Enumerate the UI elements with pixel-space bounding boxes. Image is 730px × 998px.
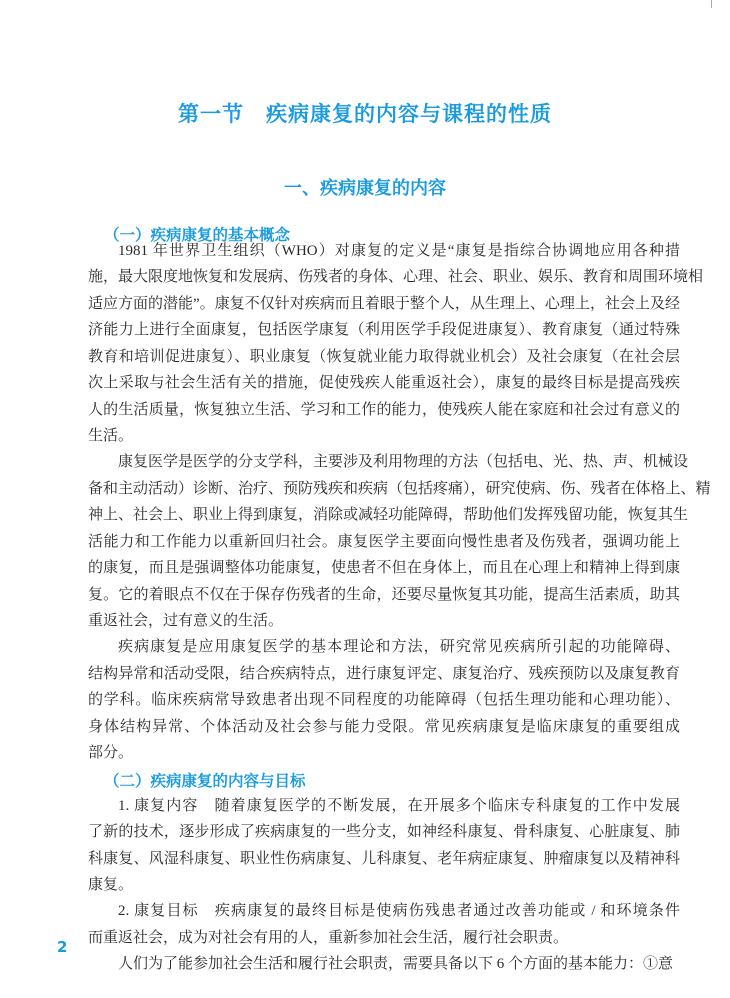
- text-line: 备和主动活动）诊断、治疗、预防残疾和疾病（包括疼痛），研究使病、伤、残者在体格上、精: [88, 481, 711, 497]
- text-line: 部分。: [88, 745, 134, 761]
- text-line: 的学科。临床疾病常导致患者出现不同程度的功能障碍（包括生理功能和心理功能）、: [88, 692, 680, 708]
- text-line: 1. 康复内容 随着康复医学的不断发展，在开展多个临床专科康复的工作中发展: [118, 798, 680, 814]
- text-line: 施，最大限度地恢复和发展病、伤残者的身体、心理、社会、职业、娱乐、教育和周围环境相: [88, 269, 704, 285]
- text-line: 了新的技术，逐步形成了疾病康复的一些分支，如神经科康复、骨科康复、心脏康复、肺: [88, 824, 680, 840]
- text-line: 康复。: [88, 877, 134, 893]
- text-line: 活能力和工作能力以重新回归社会。康复医学主要面向慢性患者及伤残者，强调功能上: [88, 534, 680, 550]
- text-line: 2. 康复目标 疾病康复的最终目标是使病伤残患者通过改善功能或 / 和环境条件: [118, 903, 680, 919]
- text-line: 济能力上进行全面康复，包括医学康复（利用医学手段促进康复）、教育康复（通过特殊: [88, 322, 680, 338]
- text-line: 1981 年世界卫生组织（WHO）对康复的定义是“康复是指综合协调地应用各种措: [118, 243, 680, 259]
- text-line: 生活。: [88, 428, 134, 444]
- text-line: 人们为了能参加社会生活和履行社会职责，需要具备以下 6 个方面的基本能力：①意: [118, 956, 674, 972]
- text-line: 次上采取与社会生活有关的措施，促使残疾人能重返社会），康复的最终目标是提高残疾: [88, 375, 680, 391]
- text-line: 复。它的着眼点不仅在于保存伤残者的生命，还要尽量恢复其功能，提高生活素质，助其: [88, 587, 680, 603]
- text-line: 而重返社会，成为对社会有用的人，重新参加社会生活，履行社会职责。: [88, 930, 569, 946]
- crop-mark: [711, 0, 718, 8]
- text-line: 康复医学是医学的分支学科，主要涉及利用物理的方法（包括电、光、热、声、机械设: [118, 454, 689, 470]
- subsection-heading-1: （一）疾病康复的基本概念: [104, 226, 291, 244]
- text-line: 身体结构异常、个体活动及社会参与能力受限。常见疾病康复是临床康复的重要组成: [88, 719, 680, 735]
- text-line: 重返社会，过有意义的生活。: [88, 613, 284, 629]
- text-line: 教育和培训促进康复）、职业康复（恢复就业能力取得就业机会）及社会康复（在社会层: [88, 349, 680, 365]
- text-line: 适应方面的潜能”。康复不仅针对疾病而且着眼于整个人，从生理上、心理上，社会上及经: [88, 296, 680, 312]
- text-line: 神上、社会上、职业上得到康复，消除或减轻功能障碍，帮助他们发挥残留功能，恢复其生: [88, 507, 689, 523]
- section-title: 一、疾病康复的内容: [284, 178, 446, 199]
- chapter-title: 第一节 疾病康复的内容与课程的性质: [178, 102, 552, 126]
- text-line: 疾病康复是应用康复医学的基本理论和方法，研究常见疾病所引起的功能障碍、: [118, 639, 680, 655]
- text-line: 的康复，而且是强调整体功能康复，使患者不但在身体上，而且在心理上和精神上得到康: [88, 560, 680, 576]
- text-line: 人的生活质量，恢复独立生活、学习和工作的能力，使残疾人能在家庭和社会过有意义的: [88, 402, 680, 418]
- text-line: 结构异常和活动受限，结合疾病特点，进行康复评定、康复治疗、残疾预防以及康复教育: [88, 666, 680, 682]
- page-number: 2: [57, 938, 68, 956]
- subsection-heading-2: （二）疾病康复的内容与目标: [104, 772, 306, 790]
- text-line: 科康复、风湿科康复、职业性伤病康复、儿科康复、老年病症康复、肿瘤康复以及精神科: [88, 851, 680, 867]
